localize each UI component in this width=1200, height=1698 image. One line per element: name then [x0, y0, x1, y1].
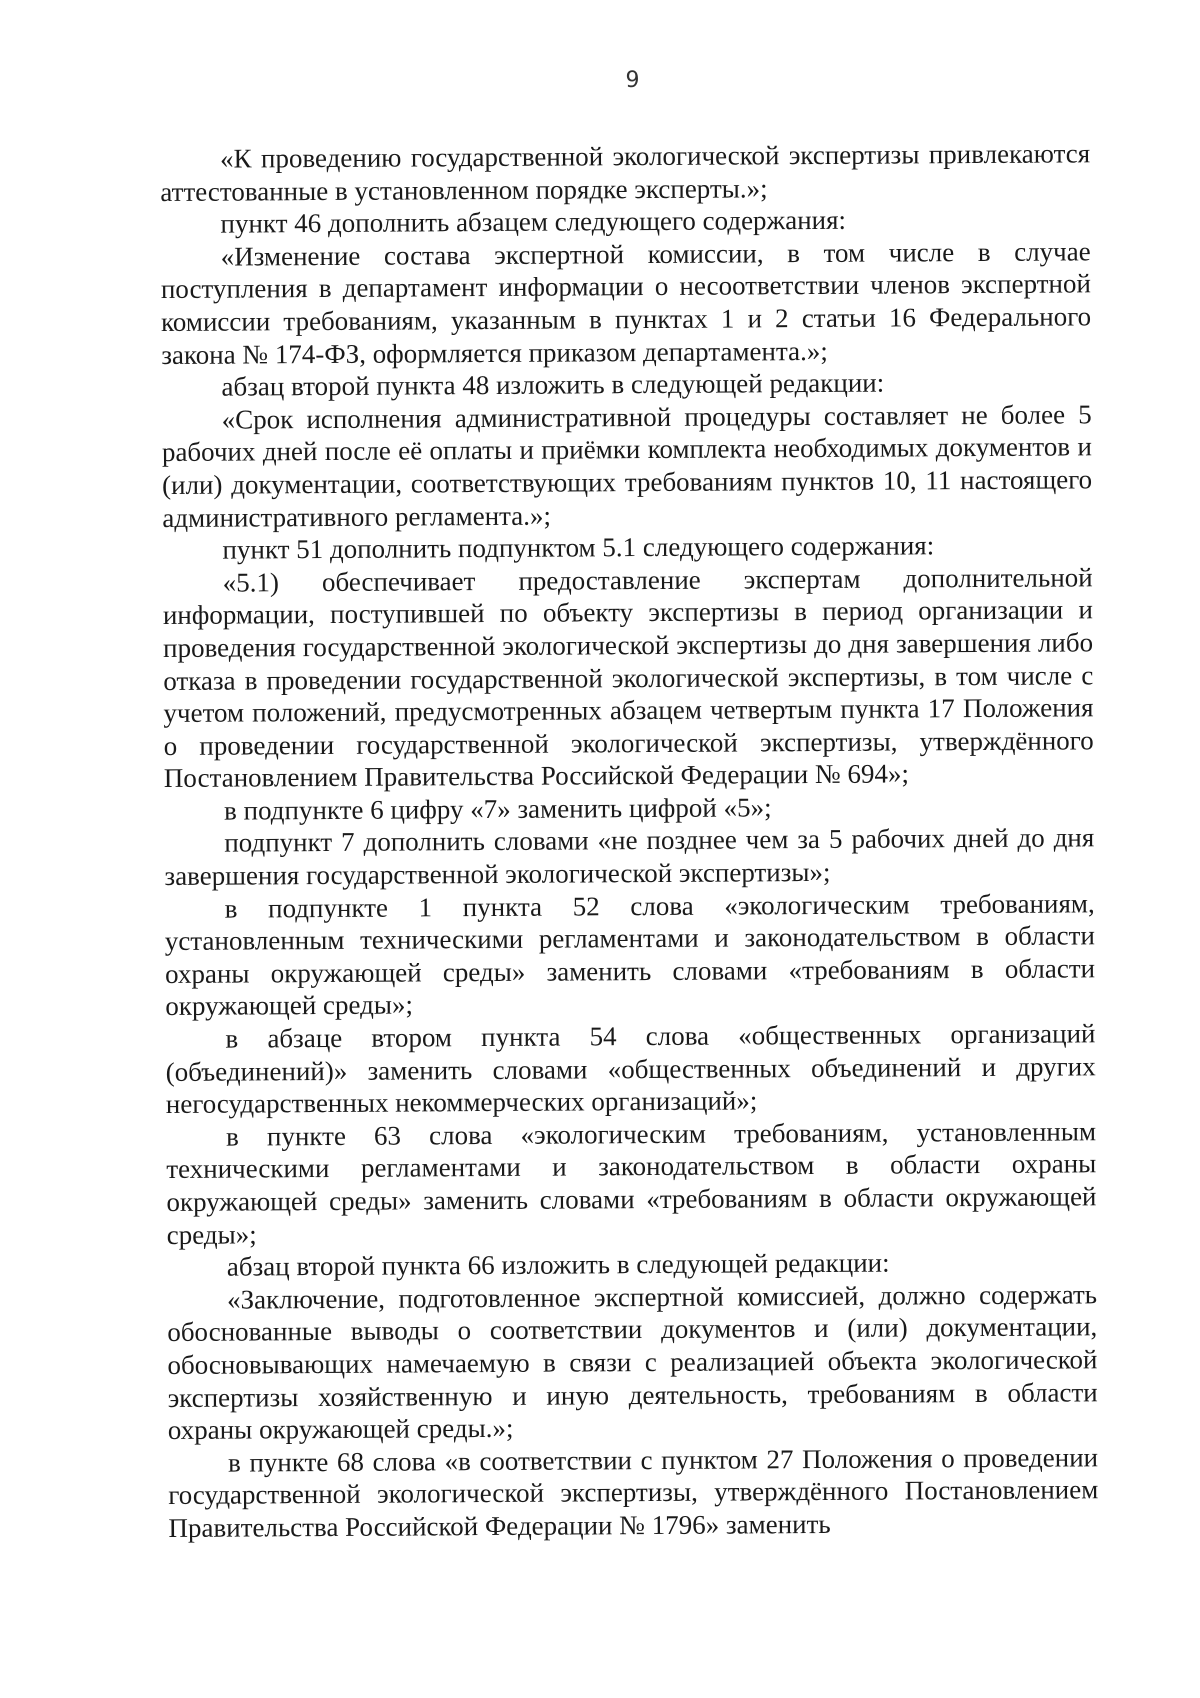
paragraph: в подпункте 6 цифру «7» заменить цифрой «5»;: [223, 792, 772, 826]
paragraph: подпункт 7 дополнить словами «не позднее чем за 5 рабочих дней до дня завершения государственной экологической экспертизы»;: [164, 822, 1095, 892]
paragraph: абзац второй пункта 66 изложить в следующей редакции:: [226, 1247, 890, 1282]
paragraph: «5.1) обеспечивает предоставление экспертам дополнительной информации, поступившей по объекту экспертизы в период организации и проведения государственной экологической экспертизы до дня завершения либо отказа в проведении государственной экологической экспертизы, в том числе с учетом положений, предусмотренных абзацем четвертым пункта 17 Положения о проведении государственной экологической экспертизы, утверждённого Постановлением Правительства Российской Федерации № 694»;: [162, 562, 1094, 794]
paragraph: «Заключение, подготовленное экспертной комиссией, должно содержать обоснованные выводы о соответствии документов и (или) документации, обосновывающих намечаемую в связи с реализацией объекта экологической экспертизы хозяйственную и иную деятельность, требованиям в области охраны окружающей среды.»;: [167, 1279, 1098, 1446]
paragraph: абзац второй пункта 48 изложить в следующей редакции:: [221, 367, 885, 402]
paragraph: в пункте 68 слова «в соответствии с пунктом 27 Положения о проведении государственной экологической экспертизы, утверждённого Постановлением Правительства Российской Федерации № 1796» заменить: [168, 1442, 1099, 1543]
paragraph: пункт 51 дополнить подпунктом 5.1 следующего содержания:: [222, 530, 935, 565]
paragraph: «Изменение состава экспертной комиссии, в том числе в случае поступления в департамент информации о несоответствии членов экспертной комиссии требованиям, указанным в пунктах 1 и 2 статьи 16 Федерального закона № 174-ФЗ, оформляется приказом департамента.»;: [160, 236, 1092, 370]
paragraph: «К проведению государственной экологической экспертизы привлекаются аттестованные в установленном порядке эксперты.»;: [160, 138, 1091, 207]
paragraph: пункт 46 дополнить абзацем следующего содержания:: [220, 204, 847, 239]
paragraph: «Срок исполнения административной процедуры составляет не более 5 рабочих дней после её оплаты и приёмки комплекта необходимых документов и (или) документации, соответствующих требованиям пунктов 10, 11 настоящего административного регламента.»;: [161, 399, 1093, 533]
document-body: [160, 137, 1099, 1544]
page-number: 9: [625, 68, 640, 93]
paragraph: в абзаце втором пункта 54 слова «общественных организаций (объединений)» заменить словами «общественных объединений и других негосударственных некоммерческих организаций»;: [165, 1018, 1096, 1120]
paragraph: в подпункте 1 пункта 52 слова «экологическим требованиям, установленным техническими регламентами и законодательством в области охраны окружающей среды» заменить словами «требованиям в области окружающей среды»;: [164, 887, 1096, 1022]
paragraph: в пункте 63 слова «экологическим требованиям, установленным техническими регламентами и законодательством в области охраны окружающей среды» заменить словами «требованиям в области окружающей среды»;: [166, 1116, 1097, 1250]
